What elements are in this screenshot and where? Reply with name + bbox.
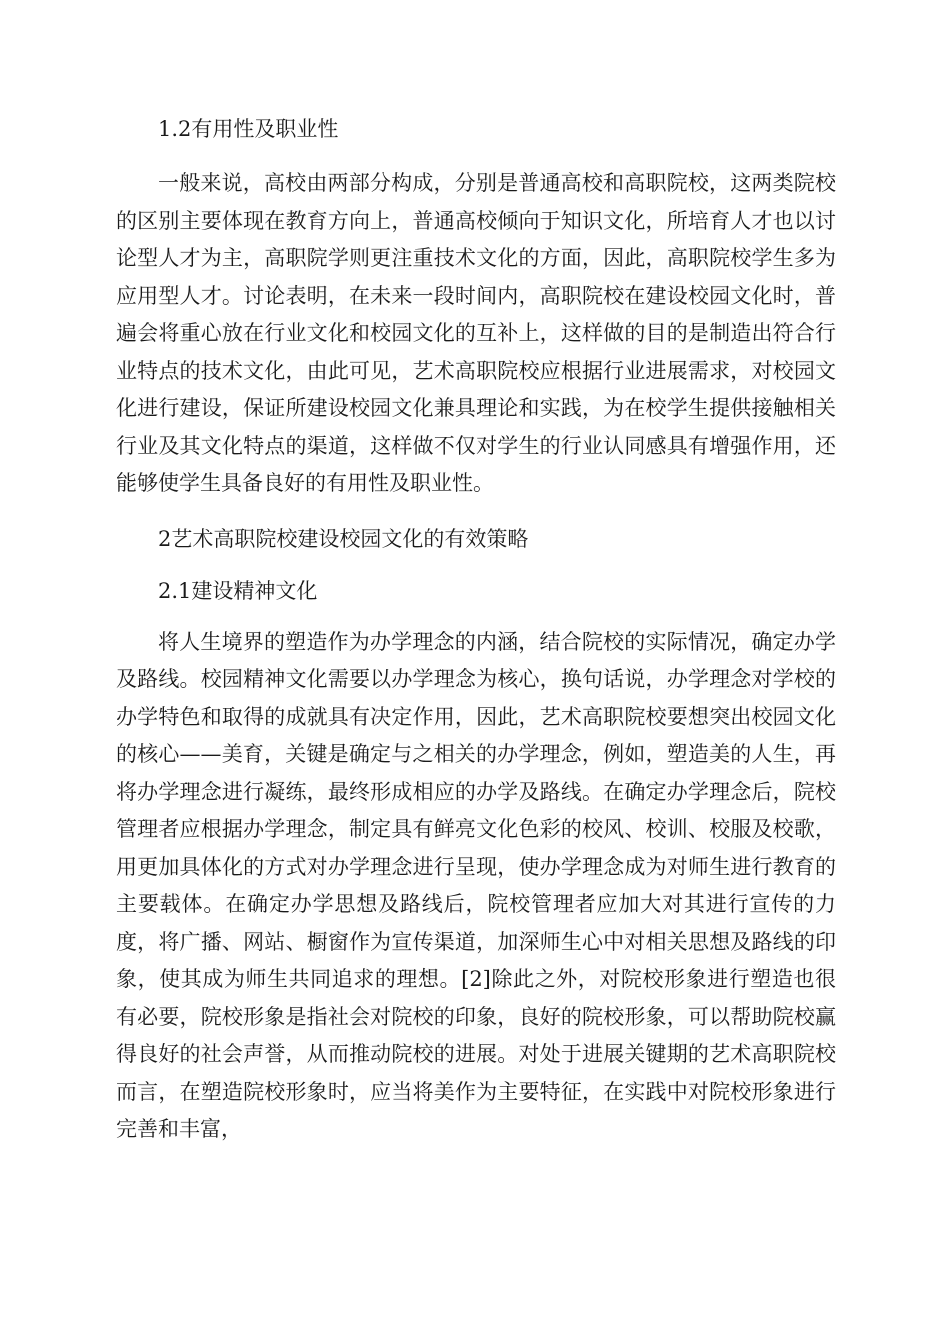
section-heading-2: 2艺术高职院校建设校园文化的有效策略 xyxy=(158,526,529,551)
section-heading-2-1: 2.1建设精神文化 xyxy=(158,578,318,603)
section-heading-1-2: 1.2有用性及职业性 xyxy=(158,117,339,141)
paragraph-1-2: 一般来说，高校由两部分构成，分别是普通高校和高职院校，这两类院校的区别主要体现在教育方向上，普通高校倾向于知识文化，所培育人才也以讨论型人才为主，高职院学则更注重技术文化的方面，因此，高职院校学生多为应用型人才。讨论表明，在未来一段时间内，高职院校在建设校园文化时，普遍会将重心放在行业文化和校园文化的互补上，这样做的目的是制造出符合行业特点的技术文化，由此可见，艺术高职院校应根据行业进展需求，对校园文化进行建设，保证所建设校园文化兼具理论和实践，为在校学生提供接触相关行业及其文化特点的渠道，这样做不仅对学生的行业认同感具有增强作用，还能够使学生具备良好的有用性及职业性。 xyxy=(116,171,836,495)
document-body xyxy=(116,110,836,1149)
paragraph-2-1: 将人生境界的塑造作为办学理念的内涵，结合院校的实际情况，确定办学及路线。校园精神文化需要以办学理念为核心，换句话说，办学理念对学校的办学特色和取得的成就具有决定作用，因此，艺术高职院校要想突出校园文化的核心——美育，关键是确定与之相关的办学理念，例如，塑造美的人生，再将办学理念进行凝练，最终形成相应的办学及路线。在确定办学理念后，院校管理者应根据办学理念，制定具有鲜亮文化色彩的校风、校训、校服及校歌，用更加具体化的方式对办学理念进行呈现，使办学理念成为对师生进行教育的主要载体。在确定办学思想及路线后，院校管理者应加大对其进行宣传的力度，将广播、网站、橱窗作为宣传渠道，加深师生心中对相关思想及路线的印象，使其成为师生共同追求的理想。[2]除此之外，对院校形象进行塑造也很有必要，院校形象是指社会对院校的印象，良好的院校形象，可以帮助院校赢得良好的社会声誉，从而推动院校的进展。对处于进展关键期的艺术高职院校而言，在塑造院校形象时，应当将美作为主要特征，在实践中对院校形象进行完善和丰富， xyxy=(116,629,836,1141)
